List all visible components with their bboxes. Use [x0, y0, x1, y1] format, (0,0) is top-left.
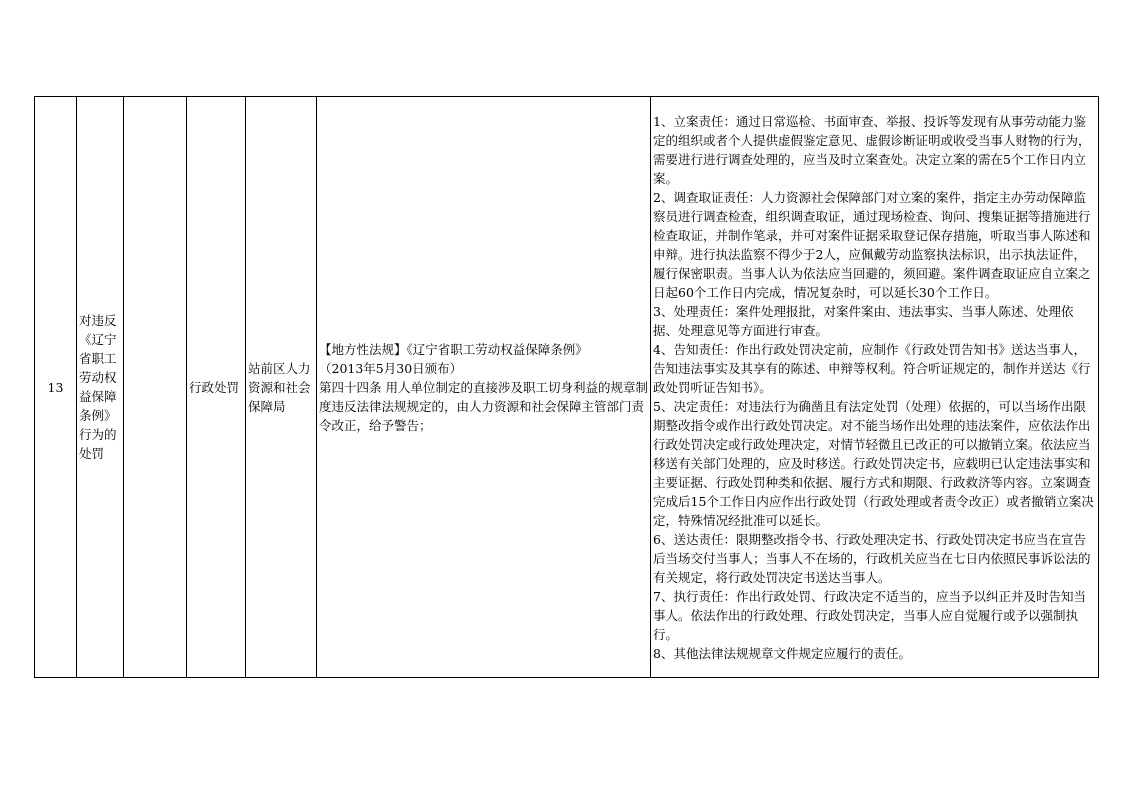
- basis-line-3: 第四十四条 用人单位制定的直接涉及职工切身利益的规章制度违反法律法规规定的，由人力资源和社会保障主管部门责令改正，给予警告；: [319, 379, 648, 433]
- table-row: [35, 97, 1099, 678]
- responsibilities: [651, 97, 1099, 678]
- duty-item: 1、立案责任：通过日常巡检、书面审查、举报、投诉等发现有从事劳动能力鉴定的组织或者个人提供虚假鉴定意见、虚假诊断证明或收受当事人财物的行为，需要进行进行调查处理的，应当及时立案查处。决定立案的需在5个工作日内立案。: [653, 113, 1091, 186]
- duty-item: 4、告知责任：作出行政处罚决定前，应制作《行政处罚告知书》送达当事人，告知违法事实及其享有的陈述、申辩等权利。符合听证规定的，制作并送达《行政处罚听证告知书》。: [653, 341, 1091, 395]
- item-name: 对违反《辽宁省职工劳动权益保障条例》行为的处罚: [77, 97, 124, 678]
- department: 站前区人力资源和社会保障局: [246, 97, 317, 678]
- basis-line-2: （2013年5月30日颁布）: [319, 360, 463, 376]
- empty-cell: [124, 97, 187, 678]
- duty-item: 5、决定责任：对违法行为确凿且有法定处罚（处理）依据的，可以当场作出限期整改指令或作出行政处罚决定。对不能当场作出处理的违法案件，应依法作出行政处罚决定或行政处理决定，对情节轻微且已改正的可以撤销立案。依法应当移送有关部门处理的，应及时移送。行政处罚决定书，应载明已认定违法事实和主要证据、行政处罚种类和依据、履行方式和期限、行政救济等内容。立案调查完成后15个工作日内应作出行政处罚（行政处理或者责令改正）或者撤销立案决定，特殊情况经批准可以延长。: [653, 398, 1094, 528]
- duty-item: 8、其他法律法规规章文件规定应履行的责任。: [653, 645, 911, 661]
- duty-item: 2、调查取证责任：人力资源社会保障部门对立案的案件，指定主办劳动保障监察员进行调查检查，组织调查取证，通过现场检查、询问、搜集证据等措施进行检查取证，并制作笔录，并可对案件证据采取登记保存措施，听取当事人陈述和申辩。进行执法监察不得少于2人，应佩戴劳动监察执法标识，出示执法证件，履行保密职责。当事人认为依法应当回避的，须回避。案件调查取证应自立案之日起60个工作日内完成，情况复杂时，可以延长30个工作日。: [653, 189, 1091, 300]
- duty-item: 3、处理责任：案件处理报批，对案件案由、违法事实、当事人陈述、处理依据、处理意见等方面进行审查。: [653, 303, 1074, 338]
- row-number: 13: [35, 97, 77, 678]
- basis-line-1: 【地方性法规】《辽宁省职工劳动权益保障条例》: [319, 341, 588, 357]
- duty-item: 7、执行责任：作出行政处罚、行政决定不适当的，应当予以纠正并及时告知当事人。依法作出的行政处理、行政处罚决定，当事人应自觉履行或予以强制执行。: [653, 588, 1086, 642]
- responsibility-table: [34, 96, 1099, 678]
- duty-item: 6、送达责任：限期整改指令书、行政处理决定书、行政处罚决定书应当在宣告后当场交付当事人；当事人不在场的，行政机关应当在七日内依照民事诉讼法的有关规定，将行政处罚决定书送达当事人。: [653, 531, 1091, 585]
- item-category: 行政处罚: [187, 97, 246, 678]
- legal-basis: [317, 97, 651, 678]
